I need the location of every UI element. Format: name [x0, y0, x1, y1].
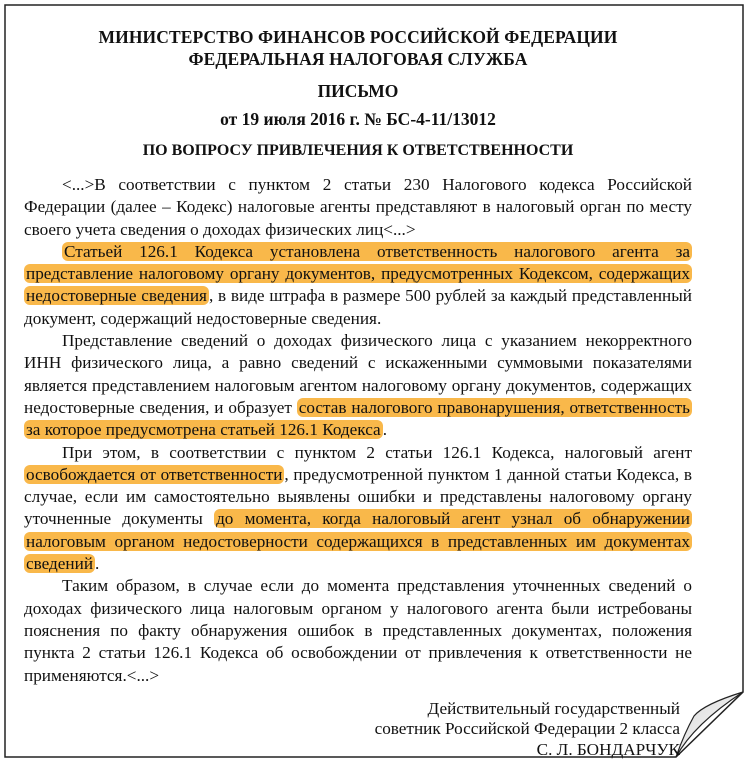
highlight-liability: Статьей 126.1 Кодекса установлена ответственность налогового агента за представление налоговому органу документов, предусмотренных Кодексом, содержащих недостоверные сведения — [26, 241, 690, 306]
highlight-offense: состав налогового правонарушения, ответственность за которое предусмотрена статьей 126.1 Кодекса — [26, 397, 690, 440]
document-sheet — [4, 4, 744, 758]
highlight-deadline: до момента, когда налоговый агент узнал об обнаружении налоговым органом недостоверности содержащихся в представленных им документах сведений — [26, 509, 691, 574]
ministry-title: МИНИСТЕРСТВО ФИНАНСОВ РОССИЙСКОЙ ФЕДЕРАЦИИ — [98, 27, 618, 47]
highlight-exemption: освобождается от ответственности — [26, 464, 283, 484]
paragraph-2-rest: , в виде штрафа в размере 500 рублей за каждый представленный документ, содержащий недостоверные сведения. — [24, 286, 692, 328]
paragraph-3-start: Представление сведений о доходах физического лица с указанием некорректного ИНН физического лица, а равно сведений с искаженными суммовыми показателями является представлением налоговым агентом налоговому органу документов, содержащих недостоверные сведения, и образует — [24, 331, 692, 417]
signature-class: советник Российской Федерации 2 класса — [374, 719, 680, 739]
paragraph-4 — [24, 442, 692, 576]
paragraph-3 — [24, 330, 692, 441]
paragraph-2 — [24, 241, 692, 330]
paragraph-4-end: . — [95, 554, 100, 574]
signature-rank: Действительный государственный — [427, 698, 680, 718]
paragraph-4-start: При этом, в соответствии с пунктом 2 статьи 126.1 Кодекса, налоговый агент — [62, 442, 692, 462]
document-type: ПИСЬМО — [317, 81, 399, 101]
signature-block — [24, 699, 692, 761]
paragraph-4-mid: , предусмотренной пунктом 1 данной статьи Кодекса, в случае, если им самостоятельно выявлены ошибки и представлены налоговому органу уточненные документы — [24, 464, 692, 529]
paragraph-1: <...>В соответствии с пунктом 2 статьи 230 Налогового кодекса Российской Федерации (далее – Кодекс) налоговые агенты представляют в налоговый орган по месту своего учета сведения о доходах физических лиц<...> — [24, 175, 692, 239]
letter-content — [24, 26, 692, 760]
signature-name: С. Л. БОНДАРЧУК — [536, 739, 680, 759]
document-subject: ПО ВОПРОСУ ПРИВЛЕЧЕНИЯ К ОТВЕТСТВЕННОСТИ — [142, 142, 574, 159]
paragraph-3-end: . — [382, 420, 387, 440]
service-title: ФЕДЕРАЛЬНАЯ НАЛОГОВАЯ СЛУЖБА — [188, 49, 528, 69]
document-number: от 19 июля 2016 г. № БС-4-11/13012 — [220, 109, 496, 129]
paragraph-5: Таким образом, в случае если до момента представления уточненных сведений о доходах физического лица налоговым органом у налогового агента были истребованы пояснения по факту обнаружения ошибок в представленных документах, положения пункта 2 статьи 126.1 Кодекса об освобождении от привлечения к ответственности не применяются.<...> — [24, 576, 692, 685]
